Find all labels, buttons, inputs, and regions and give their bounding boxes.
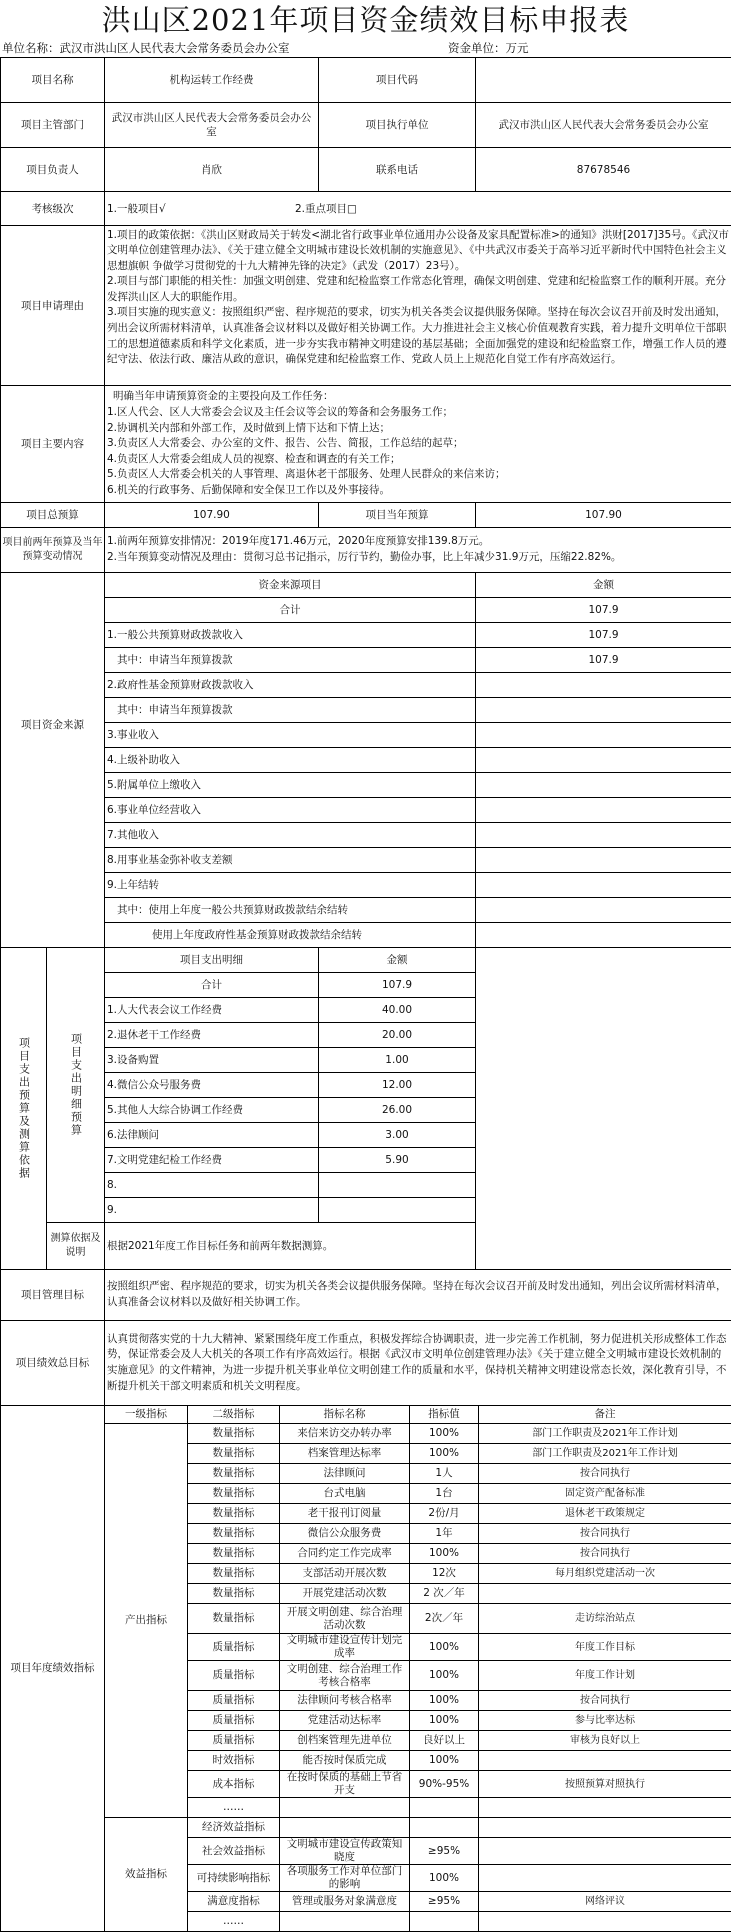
content-line: 4.负责区人大常委会组成人员的视察、检查和调查的有关工作； bbox=[107, 452, 729, 468]
funding-amount bbox=[476, 773, 731, 798]
indicator-note: 年度工作目标 bbox=[479, 1634, 731, 1661]
indicator-name: 开展党建活动次数 bbox=[280, 1584, 410, 1604]
row-reason bbox=[1, 226, 731, 386]
reason-line: 1.项目的政策依据：《洪山区财政局关于转发<湖北省行政事业单位通用办公设备及家具配置标准>的通知》洪财[2017]35号。《武汉市文明单位创建管理办法》、《关于建立健全文明城市建设长效机制的实施意见》、《中共武汉市委关于高举习近平新时代中国特色社会主义思想旗帜 争做学习贯彻党的十九大精神先锋的决定》（武发（2017）23号）。 bbox=[107, 228, 729, 275]
indicator-name: 法律顾问 bbox=[280, 1464, 410, 1484]
funding-row bbox=[1, 598, 731, 623]
expense-item: 7.文明党建纪检工作经费 bbox=[105, 1148, 319, 1173]
indicators-col-header: 二级指标 bbox=[188, 1406, 280, 1424]
funding-amount bbox=[476, 698, 731, 723]
unit-name: 单位名称：武汉市洪山区人民代表大会常务委员会办公室 bbox=[2, 40, 290, 56]
indicator-note bbox=[479, 1865, 731, 1892]
funding-item: 7.其他收入 bbox=[105, 823, 476, 848]
indicator-name: 开展文明创建、综合治理活动次数 bbox=[280, 1604, 410, 1634]
expense-item: 1.人大代表会议工作经费 bbox=[105, 998, 319, 1023]
indicator-note: 年度工作计划 bbox=[479, 1661, 731, 1691]
funding-item: 9.上年结转 bbox=[105, 873, 476, 898]
funding-row bbox=[1, 823, 731, 848]
indicator-name bbox=[280, 1798, 410, 1818]
content-line: 5.负责区人大常委会机关的人事管理、离退休老干部服务、处理人民群众的来信来访； bbox=[107, 467, 729, 483]
overall-text: 认真贯彻落实党的十九大精神、紧紧围绕年度工作重点，积极发挥综合协调职责，进一步完善工作机制，努力促进机关形成整体工作态势，保证常委会及人大机关的各项工作有序高效运行。根据《武汉市文明单位创建管理办法》《关于建立健全文明城市建设长效机制的实施意见》的文件精神，为进一步提升机关事业单位文明创建工作的质量和水平，保持机关精神文明建设常态长效，深化教育引导，不断提升机关干部文明素质和机关文明程度。 bbox=[105, 1321, 731, 1406]
funding-row bbox=[1, 923, 731, 948]
indicator-note: 按合同执行 bbox=[479, 1691, 731, 1711]
indicator-level2: 可持续影响指标 bbox=[188, 1865, 280, 1892]
funding-row bbox=[1, 848, 731, 873]
row-dept bbox=[1, 103, 731, 148]
content-line: 明确当年申请预算资金的主要投向及工作任务： bbox=[107, 389, 729, 405]
indicator-name: 党建活动达标率 bbox=[280, 1711, 410, 1731]
indicator-name: 文明创建、综合治理工作考核合格率 bbox=[280, 1661, 410, 1691]
change-line: 1.前两年预算安排情况：2019年度171.46万元，2020年度预算安排139.8万元。 bbox=[107, 534, 729, 550]
funding-row bbox=[1, 773, 731, 798]
funding-label: 项目资金来源 bbox=[1, 573, 105, 948]
funding-row bbox=[1, 798, 731, 823]
indicator-level2: 社会效益指标 bbox=[188, 1838, 280, 1865]
indicator-name: 台式电脑 bbox=[280, 1484, 410, 1504]
funding-item: 2.政府性基金预算财政拨款收入 bbox=[105, 673, 476, 698]
expense-inner-label-text: 项目支出明细预算 bbox=[69, 1033, 83, 1137]
total-budget-label: 项目总预算 bbox=[1, 503, 105, 528]
expense-item: 9. bbox=[105, 1198, 319, 1223]
expense-item: 合计 bbox=[105, 973, 319, 998]
funding-item: 6.事业单位经营收入 bbox=[105, 798, 476, 823]
expense-row bbox=[1, 973, 731, 998]
funding-col-amount: 金额 bbox=[476, 573, 731, 598]
row-budget bbox=[1, 503, 731, 528]
expense-row bbox=[1, 1048, 731, 1073]
expense-item: 3.设备购置 bbox=[105, 1048, 319, 1073]
indicator-output-label: 产出指标 bbox=[105, 1424, 188, 1818]
indicator-note: 按合同执行 bbox=[479, 1544, 731, 1564]
expense-amount bbox=[319, 1173, 476, 1198]
level-option-general[interactable]: 1.一般项目√ bbox=[107, 202, 295, 216]
owner-value: 肖欣 bbox=[105, 148, 319, 192]
expense-row bbox=[1, 1123, 731, 1148]
indicator-value: 100% bbox=[410, 1424, 479, 1444]
mgmt-text: 按照组织严密、程序规范的要求，切实为机关各类会议提供服务保障。坚持在每次会议召开前及时发出通知，列出会议所需材料清单，认真准备会议材料以及做好相关协调工作。 bbox=[105, 1270, 731, 1321]
indicator-level2: 时效指标 bbox=[188, 1751, 280, 1771]
indicator-name: 文明城市建设宣传计划完成率 bbox=[280, 1634, 410, 1661]
level-label: 考核级次 bbox=[1, 192, 105, 226]
indicator-value: 90%-95% bbox=[410, 1771, 479, 1798]
funding-row bbox=[1, 873, 731, 898]
indicator-level2: 数量指标 bbox=[188, 1524, 280, 1544]
indicator-name: 法律顾问考核合格率 bbox=[280, 1691, 410, 1711]
expense-amount: 12.00 bbox=[319, 1073, 476, 1098]
indicator-value: 1年 bbox=[410, 1524, 479, 1544]
indicator-value: 2次／年 bbox=[410, 1604, 479, 1634]
expense-header-row bbox=[1, 948, 731, 973]
indicator-value: 良好以上 bbox=[410, 1731, 479, 1751]
expense-amount: 3.00 bbox=[319, 1123, 476, 1148]
funding-item: 其中：申请当年预算拨款 bbox=[105, 698, 476, 723]
indicator-value: 100% bbox=[410, 1444, 479, 1464]
indicator-level2: 数量指标 bbox=[188, 1424, 280, 1444]
indicator-value: 100% bbox=[410, 1634, 479, 1661]
indicator-value: 1人 bbox=[410, 1464, 479, 1484]
expense-amount: 20.00 bbox=[319, 1023, 476, 1048]
indicator-value: 2 次／年 bbox=[410, 1584, 479, 1604]
level-option-key[interactable]: 2.重点项目□ bbox=[295, 203, 357, 215]
indicator-name: 能否按时保质完成 bbox=[280, 1751, 410, 1771]
indicator-level2: 数量指标 bbox=[188, 1484, 280, 1504]
overall-label: 项目绩效总目标 bbox=[1, 1321, 105, 1406]
content-line: 6.机关的行政事务、后勤保障和安全保卫工作以及外事接待。 bbox=[107, 483, 729, 499]
indicator-level2: 数量指标 bbox=[188, 1564, 280, 1584]
funding-item: 3.事业收入 bbox=[105, 723, 476, 748]
indicator-note: 按照预算对照执行 bbox=[479, 1771, 731, 1798]
indicator-value: 100% bbox=[410, 1751, 479, 1771]
fund-unit: 资金单位：万元 bbox=[448, 40, 529, 56]
funding-amount bbox=[476, 748, 731, 773]
indicator-name: 创档案管理先进单位 bbox=[280, 1731, 410, 1751]
funding-amount bbox=[476, 673, 731, 698]
total-budget-value: 107.90 bbox=[105, 503, 319, 528]
expense-amount: 1.00 bbox=[319, 1048, 476, 1073]
expense-amount: 40.00 bbox=[319, 998, 476, 1023]
indicator-name: 合同约定工作完成率 bbox=[280, 1544, 410, 1564]
dept-value: 武汉市洪山区人民代表大会常务委员会办公室 bbox=[105, 103, 319, 148]
funding-item: 8.用事业基金弥补收支差额 bbox=[105, 848, 476, 873]
indicator-name: 在按时保质的基础上节省开支 bbox=[280, 1771, 410, 1798]
funding-row bbox=[1, 723, 731, 748]
content-line: 3.负责区人大常委会、办公室的文件、报告、公告、简报，工作总结的起草； bbox=[107, 436, 729, 452]
expense-item: 4.微信公众号服务费 bbox=[105, 1073, 319, 1098]
indicator-value bbox=[410, 1818, 479, 1838]
indicators-table bbox=[0, 1405, 731, 1932]
funding-item: 5.附属单位上缴收入 bbox=[105, 773, 476, 798]
indicators-col-header: 指标名称 bbox=[280, 1406, 410, 1424]
indicators-col-header: 备注 bbox=[479, 1406, 731, 1424]
project-name-label: 项目名称 bbox=[1, 58, 105, 103]
expense-row bbox=[1, 998, 731, 1023]
phone-label: 联系电话 bbox=[319, 148, 476, 192]
indicator-level2: 质量指标 bbox=[188, 1661, 280, 1691]
expense-item: 8. bbox=[105, 1173, 319, 1198]
indicator-note: 按合同执行 bbox=[479, 1524, 731, 1544]
indicator-note: 部门工作职责及2021年工作计划 bbox=[479, 1444, 731, 1464]
indicator-level2: 数量指标 bbox=[188, 1464, 280, 1484]
expense-inner-label bbox=[47, 948, 105, 1223]
expense-row bbox=[1, 1198, 731, 1223]
indicator-value: 12次 bbox=[410, 1564, 479, 1584]
expense-basis-row bbox=[1, 1223, 731, 1270]
expense-col-item: 项目支出明细 bbox=[105, 948, 319, 973]
row-content bbox=[1, 386, 731, 503]
indicator-value bbox=[410, 1798, 479, 1818]
funding-amount bbox=[476, 798, 731, 823]
indicator-note: 网络评议 bbox=[479, 1892, 731, 1912]
expense-amount: 107.9 bbox=[319, 973, 476, 998]
funding-item: 使用上年度政府性基金预算财政拨款结余结转 bbox=[105, 923, 476, 948]
reason-text bbox=[105, 226, 731, 386]
indicator-note: 部门工作职责及2021年工作计划 bbox=[479, 1424, 731, 1444]
funding-amount bbox=[476, 873, 731, 898]
indicator-note bbox=[479, 1818, 731, 1838]
indicator-level2: 数量指标 bbox=[188, 1504, 280, 1524]
indicator-name: 各项服务工作对单位部门的影响 bbox=[280, 1865, 410, 1892]
funding-row bbox=[1, 673, 731, 698]
page-title: 洪山区2021年项目资金绩效目标申报表 bbox=[0, 0, 731, 40]
expense-item: 2.退休老干工作经费 bbox=[105, 1023, 319, 1048]
expense-row bbox=[1, 1073, 731, 1098]
indicator-level2: 数量指标 bbox=[188, 1584, 280, 1604]
indicator-level2: 质量指标 bbox=[188, 1634, 280, 1661]
row-mgmt bbox=[1, 1270, 731, 1321]
exec-label: 项目执行单位 bbox=[319, 103, 476, 148]
change-line: 2.当年预算变动情况及理由：贯彻习总书记指示，厉行节约，勤俭办事，比上年减少31.9万元，压缩22.82%。 bbox=[107, 550, 729, 566]
indicator-value: 100% bbox=[410, 1711, 479, 1731]
current-budget-value: 107.90 bbox=[476, 503, 731, 528]
indicator-value: 100% bbox=[410, 1661, 479, 1691]
current-budget-label: 项目当年预算 bbox=[319, 503, 476, 528]
phone-value: 87678546 bbox=[476, 148, 731, 192]
expense-row bbox=[1, 1023, 731, 1048]
content-line: 1.区人代会、区人大常委会会议及主任会议等会议的筹备和会务服务工作； bbox=[107, 405, 729, 421]
indicator-value: 100% bbox=[410, 1865, 479, 1892]
level-options bbox=[105, 192, 731, 226]
funding-item: 1.一般公共预算财政拨款收入 bbox=[105, 623, 476, 648]
indicator-level2: …… bbox=[188, 1798, 280, 1818]
row-project-name bbox=[1, 58, 731, 103]
indicator-value: 1台 bbox=[410, 1484, 479, 1504]
indicator-note: 按合同执行 bbox=[479, 1464, 731, 1484]
funding-amount bbox=[476, 723, 731, 748]
indicator-name: 档案管理达标率 bbox=[280, 1444, 410, 1464]
project-code-value bbox=[476, 58, 731, 103]
indicator-note bbox=[479, 1838, 731, 1865]
indicator-level2: 成本指标 bbox=[188, 1771, 280, 1798]
indicator-note bbox=[479, 1798, 731, 1818]
funding-row bbox=[1, 748, 731, 773]
indicators-col-header: 指标值 bbox=[410, 1406, 479, 1424]
dept-label: 项目主管部门 bbox=[1, 103, 105, 148]
funding-row bbox=[1, 698, 731, 723]
expense-amount bbox=[319, 1198, 476, 1223]
indicators-header-row bbox=[1, 1406, 731, 1424]
funding-amount bbox=[476, 898, 731, 923]
mgmt-label: 项目管理目标 bbox=[1, 1270, 105, 1321]
indicator-note: 固定资产配备标准 bbox=[479, 1484, 731, 1504]
expense-section bbox=[1, 948, 731, 1270]
content-text bbox=[105, 386, 731, 503]
indicator-level2: 质量指标 bbox=[188, 1711, 280, 1731]
indicator-row bbox=[1, 1424, 731, 1444]
funding-col-item: 资金来源项目 bbox=[105, 573, 476, 598]
expense-basis-label: 测算依据及说明 bbox=[47, 1223, 105, 1270]
funding-item: 4.上级补助收入 bbox=[105, 748, 476, 773]
indicator-value: 100% bbox=[410, 1691, 479, 1711]
expense-row bbox=[1, 1173, 731, 1198]
indicator-name: 微信公众服务费 bbox=[280, 1524, 410, 1544]
expense-outer-label bbox=[1, 948, 47, 1270]
funding-amount bbox=[476, 823, 731, 848]
funding-row bbox=[1, 623, 731, 648]
indicator-value: 2份/月 bbox=[410, 1504, 479, 1524]
funding-row bbox=[1, 648, 731, 673]
indicator-level2: 数量指标 bbox=[188, 1604, 280, 1634]
expense-col-amount: 金额 bbox=[319, 948, 476, 973]
indicator-value: 100% bbox=[410, 1544, 479, 1564]
indicator-note: 参与比率达标 bbox=[479, 1711, 731, 1731]
funding-amount: 107.9 bbox=[476, 598, 731, 623]
indicator-note bbox=[479, 1584, 731, 1604]
indicators-col-header: 一级指标 bbox=[105, 1406, 188, 1424]
expense-outer-label-text: 项目支出预算及测算依据 bbox=[17, 1037, 31, 1180]
indicator-level2: …… bbox=[188, 1912, 280, 1932]
expense-row bbox=[1, 1148, 731, 1173]
indicator-note: 退休老干政策规定 bbox=[479, 1504, 731, 1524]
indicator-note: 审核为良好以上 bbox=[479, 1731, 731, 1751]
funding-header-row bbox=[1, 573, 731, 598]
funding-amount: 107.9 bbox=[476, 648, 731, 673]
funding-row bbox=[1, 898, 731, 923]
row-owner bbox=[1, 148, 731, 192]
indicator-level2: 数量指标 bbox=[188, 1544, 280, 1564]
indicator-level2: 数量指标 bbox=[188, 1444, 280, 1464]
indicator-level2: 质量指标 bbox=[188, 1691, 280, 1711]
indicator-name: 老干报刊订阅量 bbox=[280, 1504, 410, 1524]
project-code-label: 项目代码 bbox=[319, 58, 476, 103]
change-label: 项目前两年预算及当年预算变动情况 bbox=[1, 528, 105, 573]
indicator-name: 管理或服务对象满意度 bbox=[280, 1892, 410, 1912]
indicator-name: 支部活动开展次数 bbox=[280, 1564, 410, 1584]
funding-section bbox=[1, 573, 731, 948]
indicator-note: 每月组织党建活动一次 bbox=[479, 1564, 731, 1584]
indicator-level2: 经济效益指标 bbox=[188, 1818, 280, 1838]
reason-line: 2.项目与部门职能的相关性：加强文明创建、党建和纪检监察工作常态化管理，确保文明创建、党建和纪检监察工作的顺利开展。充分发挥洪山区人大的职能作用。 bbox=[107, 274, 729, 305]
expense-basis-text: 根据2021年度工作目标任务和前两年数据测算。 bbox=[105, 1223, 476, 1270]
indicator-level2: 质量指标 bbox=[188, 1731, 280, 1751]
indicator-note: 走访综治站点 bbox=[479, 1604, 731, 1634]
exec-value: 武汉市洪山区人民代表大会常务委员会办公室 bbox=[476, 103, 731, 148]
row-change bbox=[1, 528, 731, 573]
expense-item: 6.法律顾问 bbox=[105, 1123, 319, 1148]
change-text bbox=[105, 528, 731, 573]
expense-amount: 26.00 bbox=[319, 1098, 476, 1123]
row-overall bbox=[1, 1321, 731, 1406]
indicator-note bbox=[479, 1912, 731, 1932]
reason-line: 3.项目实施的现实意义：按照组织严密、程序规范的要求，切实为机关各类会议提供服务保障。坚持在每次会议召开前及时发出通知，列出会议所需材料清单，认真准备会议材料以及做好相关协调工作。大力推进社会主义核心价值观教育实践，着力提升文明单位干部职工的思想道德素质和科学文化素质，进一步夯实我市精神文明建设的基层基础；全面加强党的建设和纪检监察工作，增强工作人员的遵纪守法、依法行政、廉洁从政的意识，确保党建和纪检监察工作、党政人员上上规范化自觉工作有序高效运行。 bbox=[107, 305, 729, 367]
indicators-label: 项目年度绩效指标 bbox=[1, 1406, 105, 1932]
indicator-name bbox=[280, 1818, 410, 1838]
application-form-table bbox=[0, 57, 731, 1406]
funding-amount: 107.9 bbox=[476, 623, 731, 648]
funding-item: 合计 bbox=[105, 598, 476, 623]
indicator-level2: 满意度指标 bbox=[188, 1892, 280, 1912]
content-label: 项目主要内容 bbox=[1, 386, 105, 503]
funding-item: 其中：使用上年度一般公共预算财政拨款结余结转 bbox=[105, 898, 476, 923]
indicator-name: 来信来访交办转办率 bbox=[280, 1424, 410, 1444]
owner-label: 项目负责人 bbox=[1, 148, 105, 192]
funding-amount bbox=[476, 923, 731, 948]
indicator-name: 文明城市建设宣传政策知晓度 bbox=[280, 1838, 410, 1865]
row-level bbox=[1, 192, 731, 226]
expense-row bbox=[1, 1098, 731, 1123]
indicator-value: ≥95% bbox=[410, 1892, 479, 1912]
indicator-value: ≥95% bbox=[410, 1838, 479, 1865]
indicator-value bbox=[410, 1912, 479, 1932]
indicator-name bbox=[280, 1912, 410, 1932]
content-line: 2.协调机关内部和外部工作，及时做到上情下达和下情上达； bbox=[107, 421, 729, 437]
project-name-value: 机构运转工作经费 bbox=[105, 58, 319, 103]
funding-amount bbox=[476, 848, 731, 873]
expense-amount: 5.90 bbox=[319, 1148, 476, 1173]
indicator-row bbox=[1, 1818, 731, 1838]
indicator-note bbox=[479, 1751, 731, 1771]
funding-item: 其中：申请当年预算拨款 bbox=[105, 648, 476, 673]
expense-item: 5.其他人大综合协调工作经费 bbox=[105, 1098, 319, 1123]
indicator-benefit-label: 效益指标 bbox=[105, 1818, 188, 1932]
reason-label: 项目申请理由 bbox=[1, 226, 105, 386]
